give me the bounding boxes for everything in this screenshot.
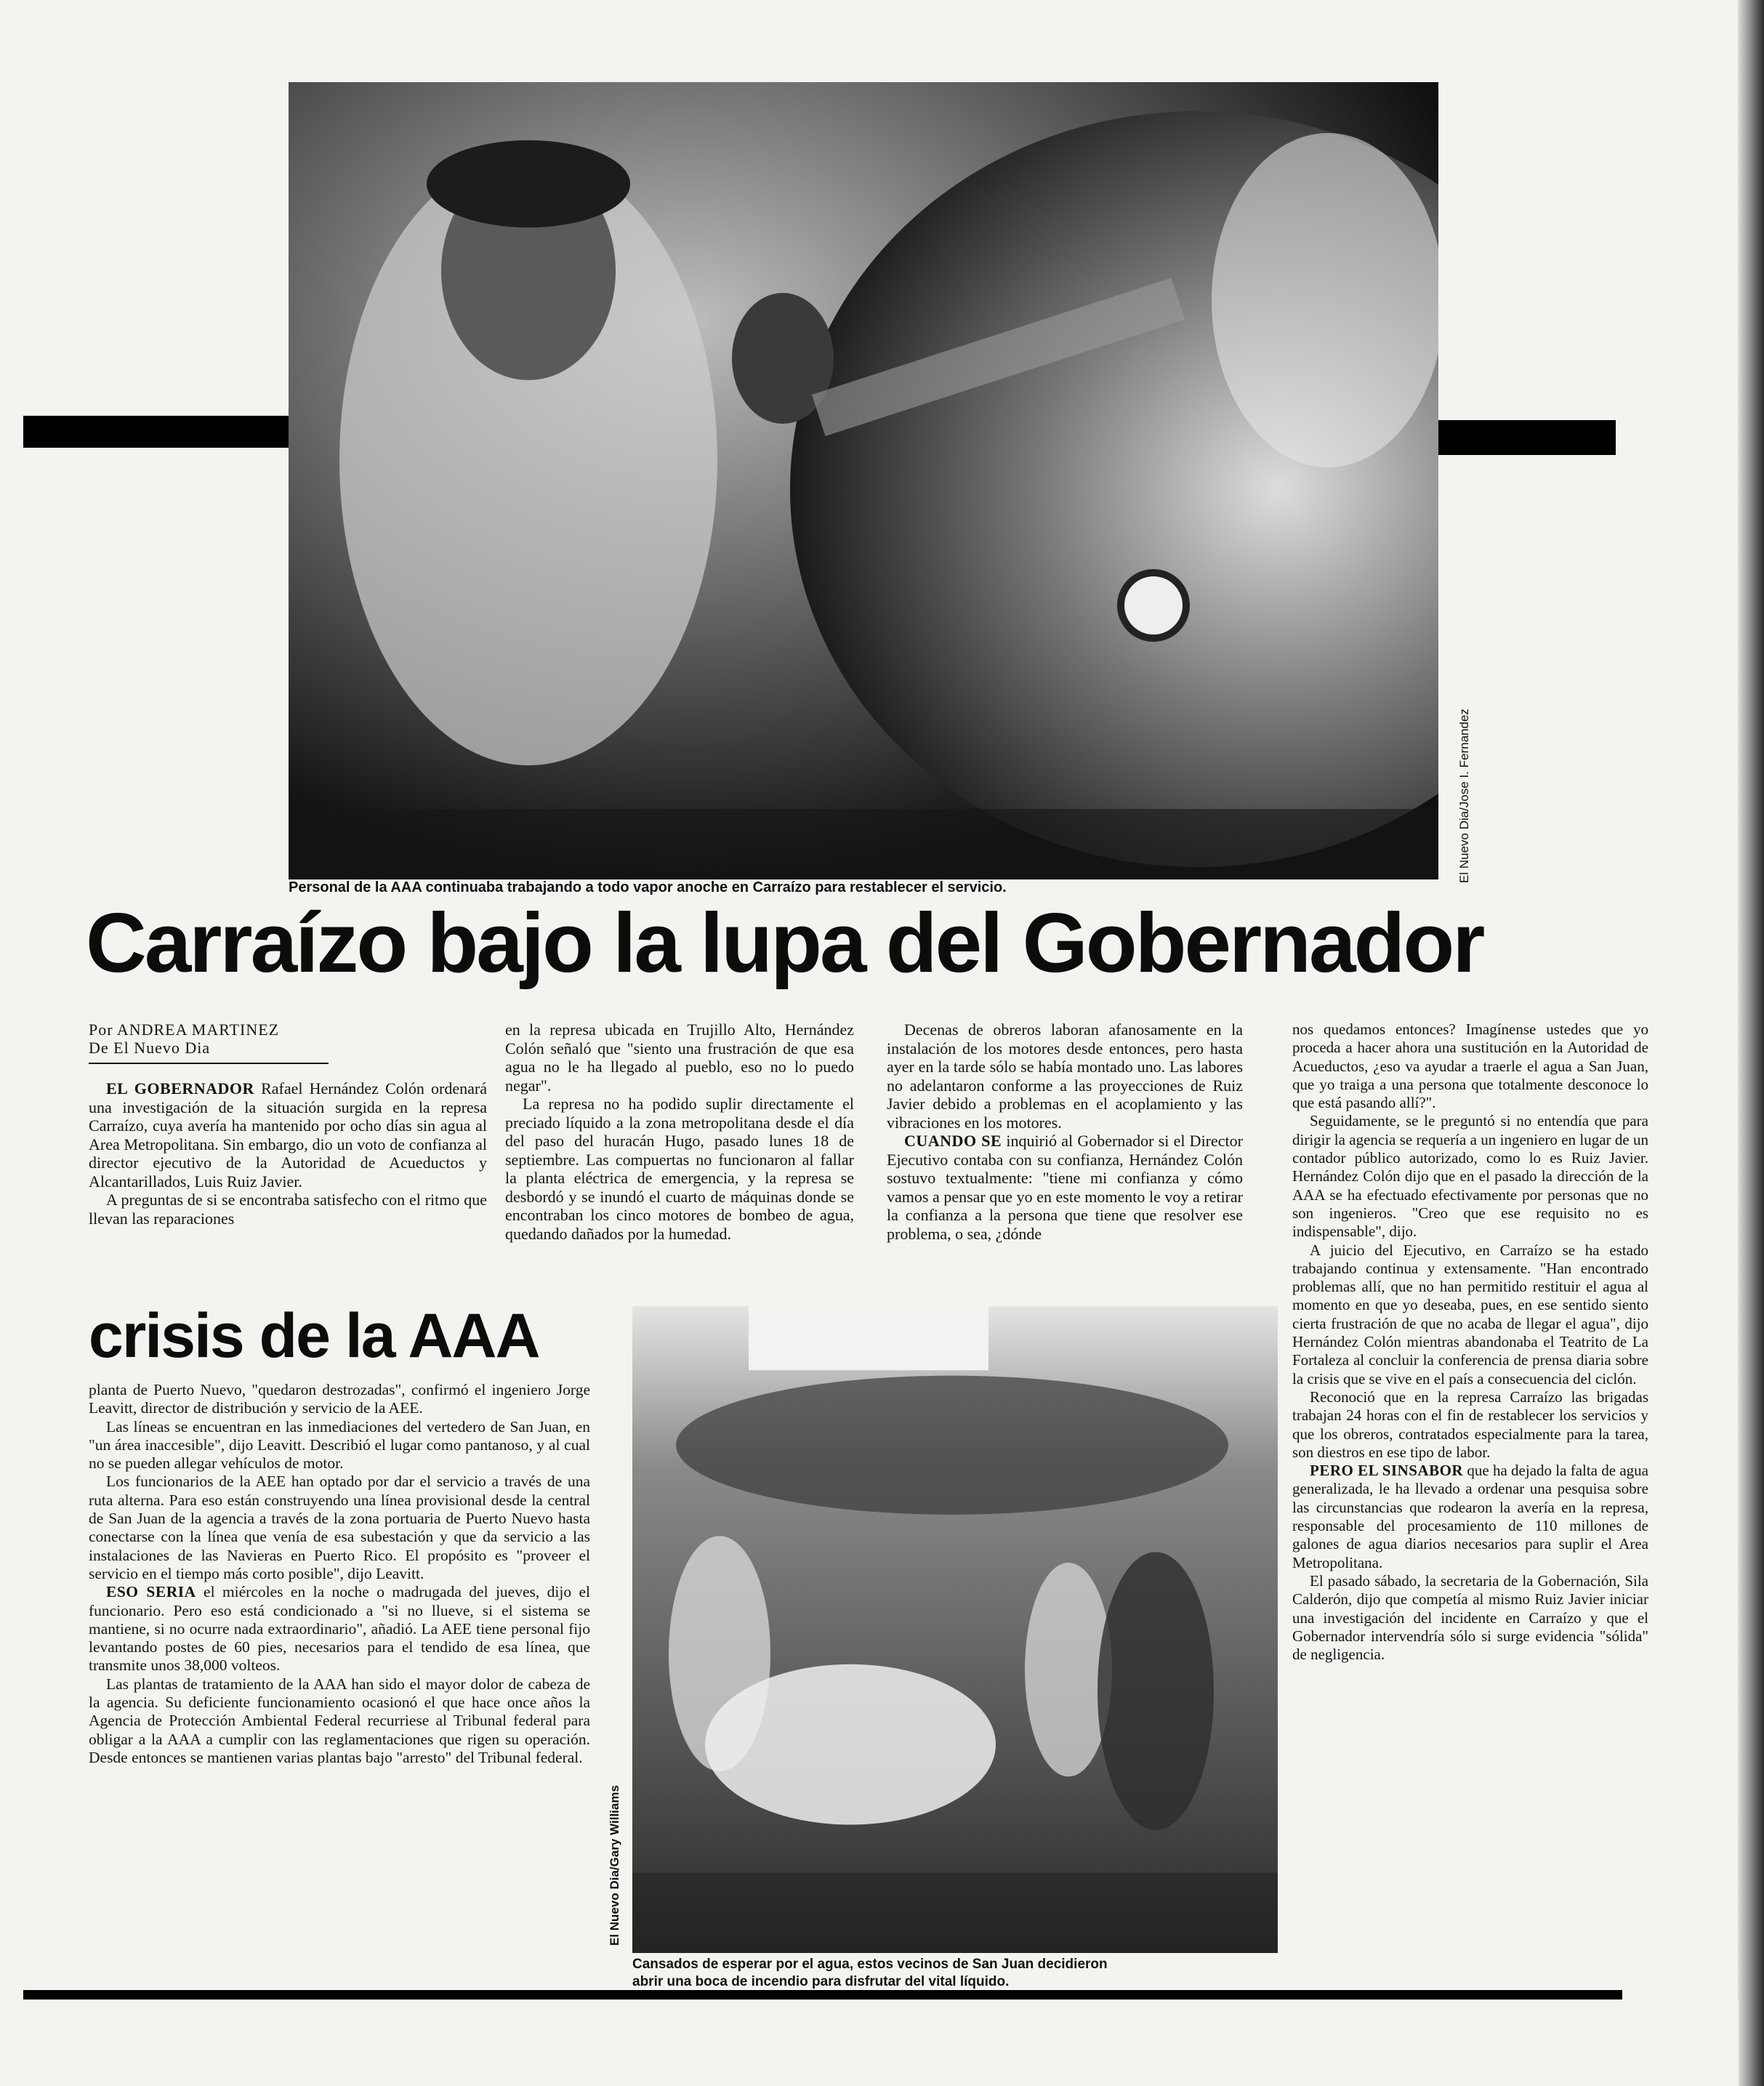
- bottom-caption-line-1: Cansados de esperar por el agua, estos vecinos de San Juan decidieron: [632, 1957, 1108, 1972]
- main-col-1: [89, 1079, 487, 1228]
- main-col-3: [887, 1020, 1243, 1243]
- rule-right: [1438, 420, 1616, 455]
- paragraph: Los funcionarios de la AEE han optado por dar el servicio a través de una ruta alterna. Para eso están construyendo una línea provisional desde la central de San Juan de la agencia a través de la zona portuaria de Puerto Nuevo hasta conectarse con la línea que venía de esa subestación y que da servicio a las instalaciones de las Navieras en Puerto Rico. El propósito es "proveer el servicio en el tiempo más corto posible", dijo Leavitt.: [89, 1473, 590, 1582]
- main-headline: Carraízo bajo la lupa del Gobernador: [86, 895, 1483, 990]
- paragraph: La represa no ha podido suplir directamente el preciado líquido a la zona metropolitana desde el día del paso del huracán Hugo, pasado lunes 18 de septiembre. Las compuertas no funcionaron al fallar la planta eléctrica de emergencia, y la represa se desbordó y se inundó el cuarto de máquinas donde se encontraban los cinco motores de bombeo de agua, quedando dañados por la humedad.: [505, 1095, 854, 1243]
- paragraph: A preguntas de si se encontraba satisfecho con el ritmo que llevan las reparaciones: [89, 1191, 487, 1228]
- byline-author: Por ANDREA MARTINEZ: [89, 1020, 280, 1039]
- paragraph: nos quedamos entonces? Imagínense ustedes que yo proceda a hacer ahora una sustitución en la Autoridad de Acueductos, ¿eso va ayudar a traerle el agua a San Juan, que yo traiga a una persona que totalmente desconoce lo que está pasando allí?".: [1292, 1020, 1648, 1112]
- byline-rule: [89, 1063, 329, 1064]
- paragraph: CUANDO SE inquirió al Gobernador si el Director Ejecutivo contaba con su confianza, Hernández Colón sostuvo textualmente: "tiene mi confianza y cómo vamos a pensar que yo en este momento le voy a retirar la confianza a la persona que tiene que resolver ese problema, o sea, ¿dónde: [887, 1132, 1243, 1243]
- rule-left: [23, 416, 292, 448]
- paragraph: EL GOBERNADOR Rafael Hernández Colón ordenará una investigación de la situación surgida en la represa Carraízo, cuya avería ha mantenido por ocho días sin agua al Area Metropolitana. Sin embargo, dio un voto de confianza al director ejecutivo de la Autoridad de Acueductos y Alcantarillados, Luis Ruiz Javier.: [89, 1079, 487, 1191]
- bottom-photo-credit: El Nuevo Dia/Gary Williams: [608, 1785, 621, 1946]
- bottom-photo: [632, 1306, 1278, 1953]
- paragraph: Las plantas de tratamiento de la AAA han sido el mayor dolor de cabeza de la agencia. Su deficiente funcionamiento ocasionó el que hace once años la Agencia de Protección Ambiental Federal recurriese al Tribunal federal para obligar a la AAA a cumplir con las reglamentaciones que rigen su operación. Desde entonces se mantienen varias plantas bajo "arresto" del Tribunal federal.: [89, 1675, 590, 1766]
- byline-outlet: De El Nuevo Dia: [89, 1039, 211, 1057]
- scan-edge-shadow: [1738, 0, 1764, 2086]
- main-col-2: [505, 1020, 854, 1243]
- main-col-4: [1292, 1020, 1648, 1664]
- bottom-band: [23, 2000, 1739, 2086]
- paragraph: Seguidamente, se le preguntó si no entendía que para dirigir la agencia se requería a un ingeniero en lugar de un contador público autorizado, como lo es Ruiz Javier. Hernández Colón dijo que en el pasado la dirección de la AAA se ha efectuado efectivamente por personas que no son ingenieros. "Creo que ese requisito no es indispensable", dijo.: [1292, 1112, 1648, 1241]
- second-headline: crisis de la AAA: [89, 1301, 539, 1371]
- second-story-body: [89, 1381, 590, 1767]
- paragraph: El pasado sábado, la secretaria de la Gobernación, Sila Calderón, dijo que competía al mismo Ruiz Javier iniciar una investigación del incidente en Carraízo y que el Gobernador intervendría sólo si surge evidencia "sólida" de negligencia.: [1292, 1571, 1648, 1664]
- paragraph: PERO EL SINSABOR que ha dejado la falta de agua generalizada, le ha llevado a ordenar una pesquisa sobre las circunstancias que rodearon la avería en la represa, responsable del procesamiento de 110 millones de galones de agua diarios necesarios para suplir el Area Metropolitana.: [1292, 1462, 1648, 1571]
- paragraph: ESO SERIA el miércoles en la noche o madrugada del jueves, dijo el funcionario. Pero eso está condicionado a "si no llueve, si el sistema se mantiene, si no ocurre nada extraordinario", añadió. La AEE tiene personal fijo levantando postes de 60 pies, necesarios para el tendido de esa línea, que transmite unos 38,000 volteos.: [89, 1583, 590, 1675]
- paragraph: Reconoció que en la represa Carraízo las brigadas trabajan 24 horas con el fin de restablecer los servicios y que los obreros, contratados especialmente para la tarea, son diestros en ese tipo de labor.: [1292, 1388, 1648, 1461]
- top-photo: [289, 82, 1438, 879]
- bottom-rule: [23, 1990, 1622, 2000]
- top-photo-credit: El Nuevo Dia/Jose I. Fernandez: [1457, 708, 1471, 883]
- paragraph: Las líneas se encuentran en las inmediaciones del vertedero de San Juan, en "un área inaccesible", dijo Leavitt. Describió el lugar como pantanoso, y al cual no se pueden allegar vehículos de motor.: [89, 1417, 590, 1473]
- top-photo-caption: Personal de la AAA continuaba trabajando a todo vapor anoche en Carraízo para restablecer el servicio.: [289, 879, 1007, 895]
- paragraph: planta de Puerto Nuevo, "quedaron destrozadas", confirmó el ingeniero Jorge Leavitt, director de distribución y servicio de la AEE.: [89, 1381, 590, 1417]
- paragraph: en la represa ubicada en Trujillo Alto, Hernández Colón señaló que "siento una frustración de que esa agua no le ha llegado al pueblo, eso no lo puedo negar".: [505, 1020, 854, 1095]
- byline: [89, 1020, 279, 1057]
- paragraph: A juicio del Ejecutivo, en Carraízo se ha estado trabajando continua y extensamente. "Han encontrado problemas allí, que no han permitido restituir el agua al momento en que yo deseaba, pues, en ese sentido siento cierta frustración de que no acaba de llegar el agua", dijo Hernández Colón mientras abandonaba el Teatrito de La Fortaleza al concluir la conferencia de prensa diaria sobre la crisis que se vive en el país a consecuencia del ciclón.: [1292, 1241, 1648, 1388]
- bottom-caption-line-2: abrir una boca de incendio para disfrutar del vital líquido.: [632, 1974, 1010, 1989]
- bottom-photo-caption: [632, 1956, 1108, 1991]
- paragraph: Decenas de obreros laboran afanosamente en la instalación de los motores desde entonces, pero hasta ayer en la tarde sólo se había montado uno. Las labores no adelantaron conforme a las proyecciones de Ruiz Javier debido a problemas en el acoplamiento y las vibraciones en los motores.: [887, 1020, 1243, 1132]
